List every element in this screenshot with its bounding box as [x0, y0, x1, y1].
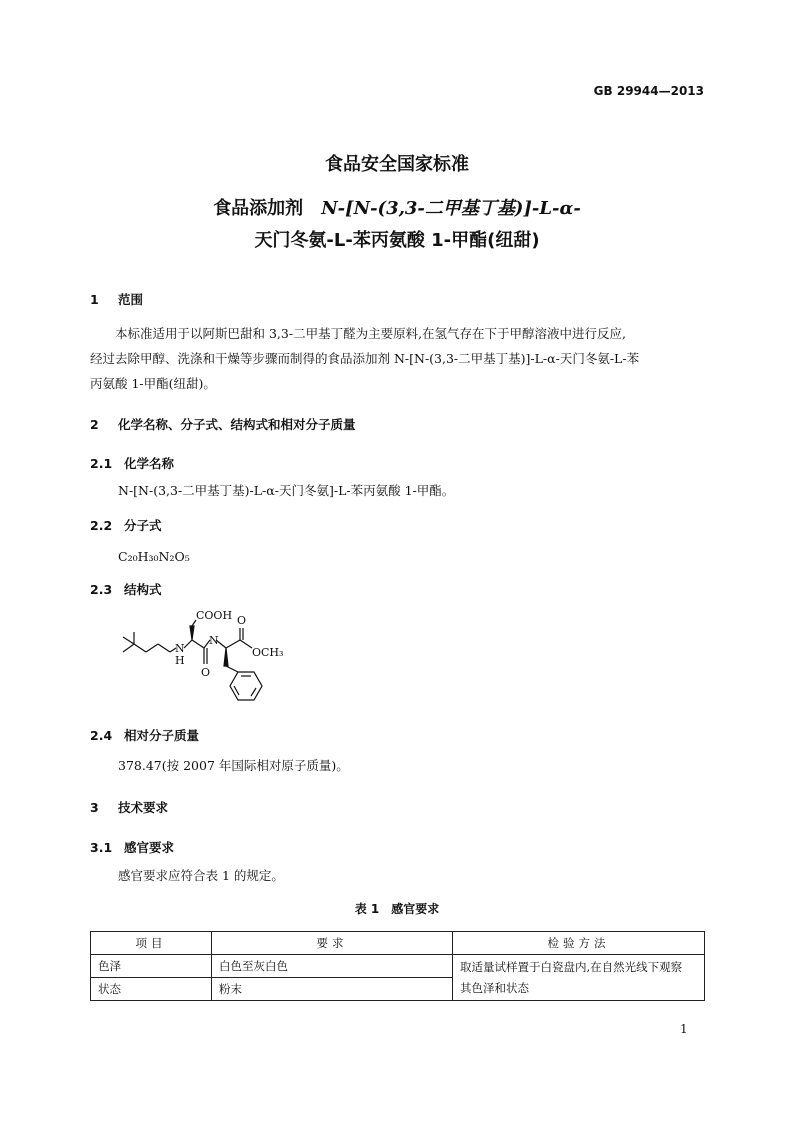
subtitle-line-1 [0, 194, 794, 220]
section-1-heading [90, 290, 143, 308]
sensory-intro: 感官要求应符合表 1 的规定。 [118, 868, 284, 883]
table-header-requirement: 要求 [212, 932, 453, 955]
section-title: 化学名称 [124, 456, 175, 471]
section-number: 3 [90, 800, 99, 815]
section-title: 技术要求 [118, 800, 169, 815]
table-header-item: 项目 [91, 932, 212, 955]
section-3-heading [90, 798, 168, 816]
section-2-3-heading [90, 580, 162, 598]
table-cell-requirement: 白色至灰白色 [212, 955, 453, 978]
scope-line-1: 本标准适用于以阿斯巴甜和 3,3-二甲基丁醛为主要原料,在氢气存在下于甲醇溶液中进行反应, [115, 326, 627, 341]
section-2-heading [90, 415, 356, 433]
standard-code: GB 29944—2013 [593, 84, 704, 98]
table-cell-method [453, 955, 705, 1001]
section-number: 2.3 [90, 582, 113, 597]
section-number: 1 [90, 292, 99, 307]
section-title: 感官要求 [124, 840, 175, 855]
table-header-row [91, 932, 705, 955]
molecule-atom-labels [175, 609, 283, 679]
subtitle-prefix: 食品添加剂 [213, 198, 322, 219]
molecular-mass: 378.47(按 2007 年国际相对原子质量)。 [118, 758, 349, 773]
section-3-1-heading [90, 838, 174, 856]
sensory-requirements-table [90, 931, 705, 1001]
table-cell-requirement: 粉末 [212, 978, 453, 1001]
atom-label-n1: N [175, 642, 185, 655]
table-cell-item: 状态 [91, 978, 212, 1001]
section-number: 2 [90, 417, 99, 432]
section-title: 相对分子质量 [124, 728, 200, 743]
method-line-2: 其色泽和状态 [460, 980, 529, 995]
section-2-4-heading [90, 726, 199, 744]
chemical-name: N-[N-(3,3-二甲基丁基)-L-α-天门冬氨]-L-苯丙氨酸 1-甲酯。 [118, 483, 455, 498]
page-number: 1 [680, 1022, 688, 1036]
section-title: 化学名称、分子式、结构式和相对分子质量 [118, 417, 356, 432]
section-title: 结构式 [124, 582, 162, 597]
structural-formula [112, 606, 302, 718]
table-row [91, 955, 705, 978]
scope-paragraph [90, 321, 705, 396]
atom-label-cooh: COOH [196, 609, 233, 622]
table-caption: 表 1 感官要求 [354, 902, 440, 916]
section-number: 2.1 [90, 456, 113, 471]
table-header-method: 检验方法 [453, 932, 705, 955]
section-title: 分子式 [124, 518, 162, 533]
atom-label-n2: N [209, 634, 219, 647]
atom-label-och3: OCH₃ [252, 646, 284, 659]
atom-label-o2: O [237, 614, 247, 627]
molecular-formula: C₂₀H₃₀N₂O₅ [118, 549, 190, 564]
document-title: 食品安全国家标准 [325, 154, 469, 175]
atom-label-h: H [175, 654, 185, 667]
section-2-1-heading [90, 454, 174, 472]
method-line-1: 取适量试样置于白瓷盘内,在自然光线下观察 [460, 959, 683, 974]
section-title: 范围 [118, 292, 144, 307]
molecule-bonds [123, 620, 262, 700]
section-number: 3.1 [90, 840, 113, 855]
scope-line-2: 经过去除甲醇、洗涤和干燥等步骤而制得的食品添加剂 N-[N-(3,3-二甲基丁基)]-L-α-天门冬氨-L-苯 [90, 351, 640, 366]
table-cell-item: 色泽 [91, 955, 212, 978]
scope-line-3: 丙氨酸 1-甲酯(纽甜)。 [90, 376, 216, 391]
section-number: 2.4 [90, 728, 113, 743]
section-number: 2.2 [90, 518, 113, 533]
atom-label-o1: O [201, 666, 211, 679]
subtitle-formula: N-[N-(3,3-二甲基丁基)]-L-α- [321, 198, 581, 219]
subtitle-line-2: 天门冬氨-L-苯丙氨酸 1-甲酯(纽甜) [254, 230, 540, 251]
section-2-2-heading [90, 516, 162, 534]
